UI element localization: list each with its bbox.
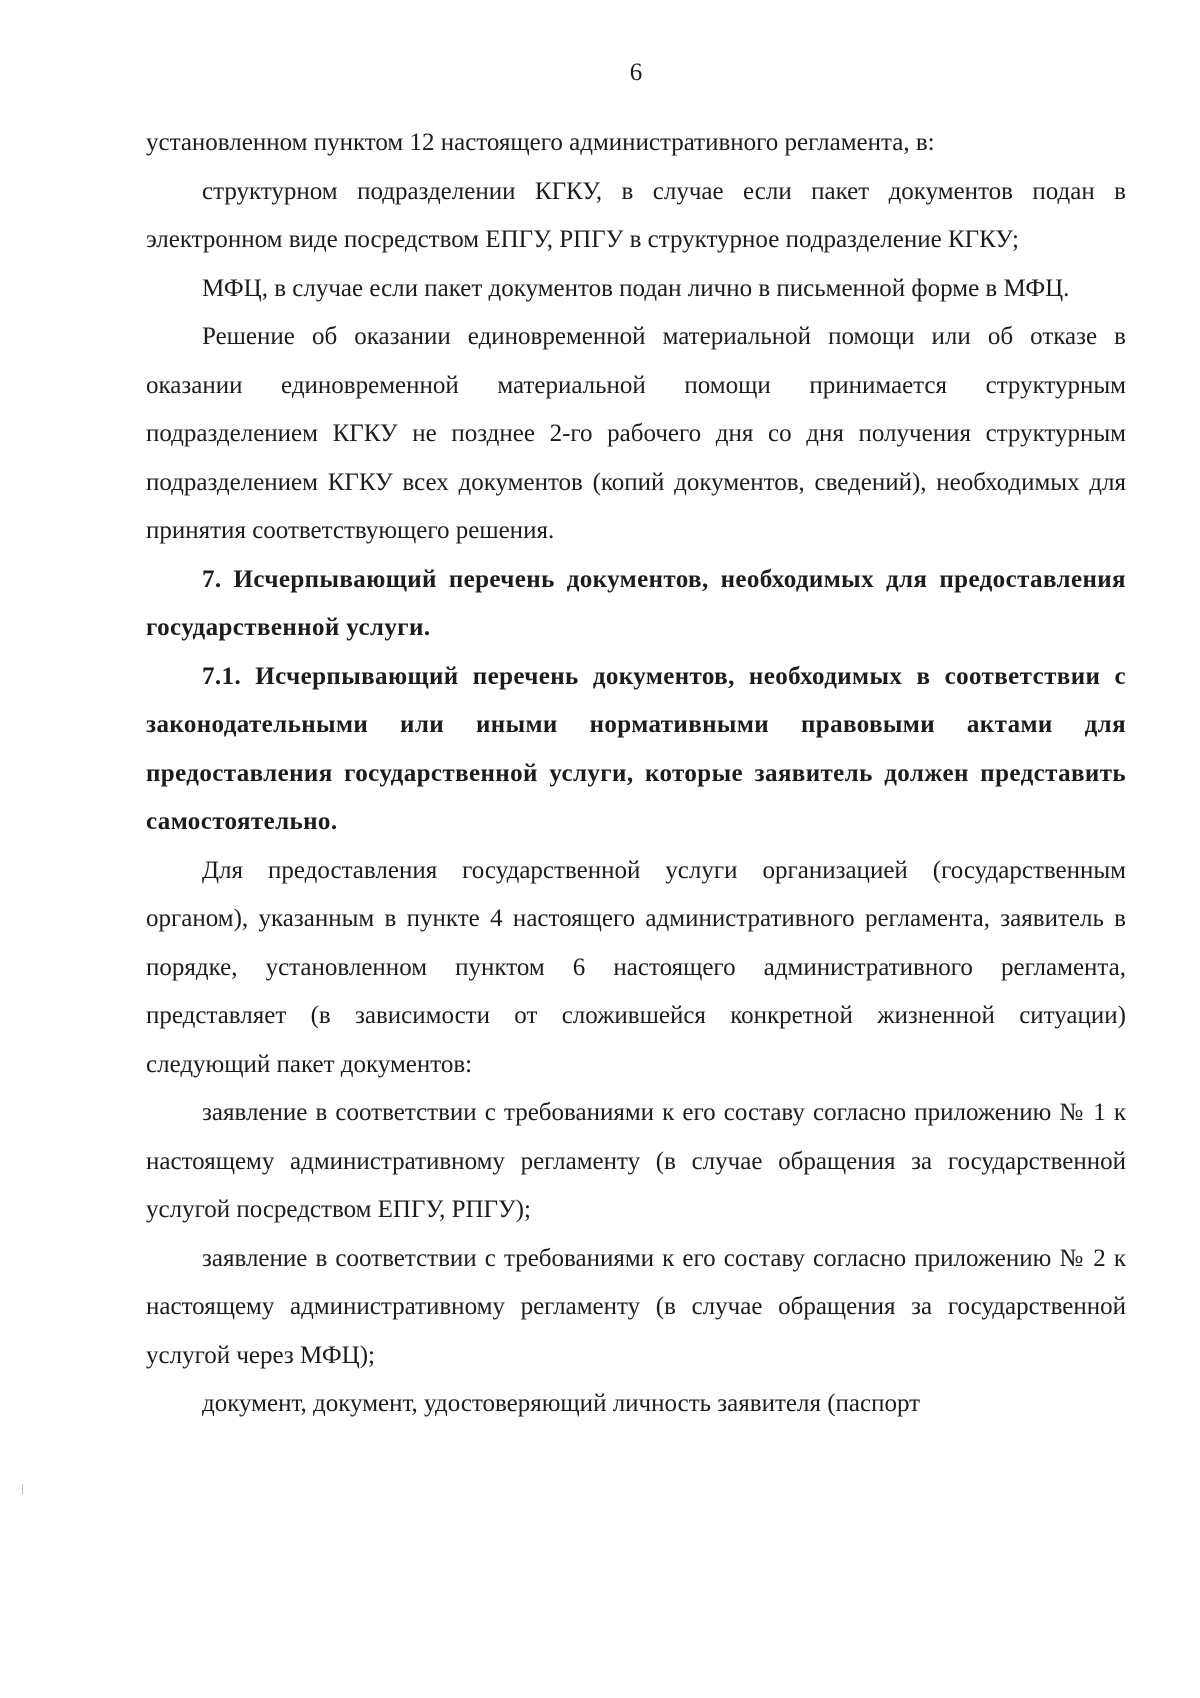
list-item-identity-document: документ, документ, удостоверяющий личность заявителя (паспорт (202, 1390, 921, 1417)
document-body (146, 119, 1126, 1429)
paragraph-continuation: установленном пунктом 12 настоящего административного регламента, в: (146, 129, 935, 156)
section-heading-7-1: 7.1. Исчерпывающий перечень документов, необходимых в соответствии с законодательными или иными нормативными правовыми актами для предоставления государственной услуги, которые заявитель должен представить самостоятельно. (146, 662, 1126, 835)
list-item-application-appendix-1: заявление в соответствии с требованиями к его составу согласно приложению № 1 к настоящему административному регламенту (в случае обращения за государственной услугой посредством ЕПГУ, РПГУ); (146, 1099, 1126, 1223)
paragraph-document-package: Для предоставления государственной услуги организацией (государственным органом), указанным в пункте 4 настоящего административного регламента, заявитель в порядке, установленном пунктом 6 настоящего административного регламента, представляет (в зависимости от сложившейся конкретной жизненной ситуации) следующий пакет документов: (146, 856, 1126, 1078)
page-number: 6 (629, 59, 643, 86)
paragraph-kgku-subdivision: структурном подразделении КГКУ, в случае если пакет документов подан в электронном виде посредством ЕПГУ, РПГУ в структурное подразделение КГКУ; (146, 177, 1126, 253)
list-item-application-appendix-2: заявление в соответствии с требованиями к его составу согласно приложению № 2 к настоящему административному регламенту (в случае обращения за государственной услугой через МФЦ); (146, 1244, 1126, 1369)
paragraph-decision: Решение об оказании единовременной материальной помощи или об отказе в оказании единовременной материальной помощи принимается структурным подразделением КГКУ не позднее 2-го рабочего дня со дня получения структурным подразделением КГКУ всех документов (копий документов, сведений), необходимых для принятия соответствующего решения. (146, 323, 1126, 544)
section-heading-7: 7. Исчерпывающий перечень документов, необходимых для предоставления государственной услуги. (146, 565, 1126, 641)
scan-artifact (22, 1484, 23, 1494)
paragraph-mfc: МФЦ, в случае если пакет документов подан лично в письменной форме в МФЦ. (202, 274, 1070, 302)
